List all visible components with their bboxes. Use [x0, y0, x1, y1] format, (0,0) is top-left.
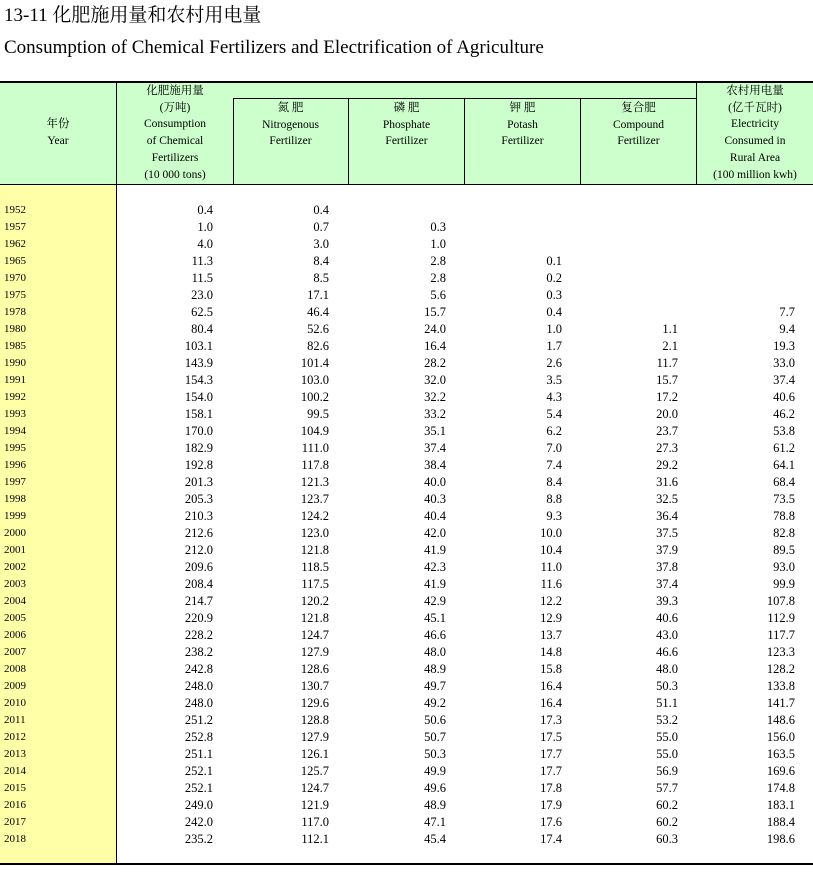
cell-phosphate: 48.9: [424, 662, 446, 676]
header-compound: 复合肥 Compound Fertilizer: [612, 102, 665, 148]
cell-year: 1998: [4, 493, 26, 505]
cell-phosphate: 5.6: [430, 288, 446, 302]
cell-year: 2005: [4, 612, 26, 624]
cell-phosphate: 40.4: [424, 509, 446, 523]
cell-year: 1952: [4, 204, 26, 216]
cell-nitrogenous: 52.6: [307, 322, 329, 336]
cell-potash: 16.4: [540, 679, 562, 693]
page-title-en: Consumption of Chemical Fertilizers and Electrification of Agriculture: [4, 37, 544, 58]
cell-total: 212.6: [184, 526, 213, 540]
cell-phosphate: 45.1: [424, 611, 446, 625]
header-total-fertilizer: 化肥施用量 (万吨) Consumption of Chemical Fertilizers (10 000 tons): [144, 85, 206, 181]
cell-electricity: 73.5: [773, 492, 795, 506]
cell-nitrogenous: 8.5: [313, 271, 329, 285]
cell-electricity: 53.8: [773, 424, 795, 438]
cell-total: 80.4: [191, 322, 213, 336]
cell-nitrogenous: 118.5: [301, 560, 329, 574]
table-row: [0, 763, 813, 780]
cell-total: 103.1: [184, 339, 213, 353]
cell-year: 2003: [4, 578, 26, 590]
cell-compound: 55.0: [656, 747, 678, 761]
cell-potash: 8.8: [546, 492, 562, 506]
cell-total: 242.8: [184, 662, 213, 676]
cell-year: 2016: [4, 799, 26, 811]
table-row: [0, 304, 813, 321]
cell-electricity: 141.7: [766, 696, 795, 710]
table-row: [0, 219, 813, 236]
cell-total: 252.1: [184, 781, 213, 795]
cell-potash: 17.3: [540, 713, 562, 727]
cell-total: 252.1: [184, 764, 213, 778]
cell-potash: 12.9: [540, 611, 562, 625]
cell-year: 2008: [4, 663, 26, 675]
cell-compound: 43.0: [656, 628, 678, 642]
cell-nitrogenous: 8.4: [313, 254, 329, 268]
cell-year: 2009: [4, 680, 26, 692]
cell-potash: 17.4: [540, 832, 562, 846]
cell-nitrogenous: 124.7: [300, 628, 329, 642]
cell-year: 1993: [4, 408, 26, 420]
cell-year: 2014: [4, 765, 26, 777]
cell-potash: 9.3: [546, 509, 562, 523]
cell-potash: 0.2: [546, 271, 562, 285]
cell-compound: 39.3: [656, 594, 678, 608]
cell-nitrogenous: 0.4: [313, 203, 329, 217]
cell-phosphate: 24.0: [424, 322, 446, 336]
cell-year: 1990: [4, 357, 26, 369]
table-row: [0, 610, 813, 627]
cell-nitrogenous: 46.4: [307, 305, 329, 319]
cell-phosphate: 41.9: [424, 543, 446, 557]
cell-compound: 37.9: [656, 543, 678, 557]
cell-electricity: 133.8: [766, 679, 795, 693]
table-row: [0, 593, 813, 610]
cell-compound: 46.6: [656, 645, 678, 659]
table-row: [0, 474, 813, 491]
cell-year: 2007: [4, 646, 26, 658]
table-row: [0, 814, 813, 831]
cell-electricity: 46.2: [773, 407, 795, 421]
cell-total: 238.2: [184, 645, 213, 659]
cell-phosphate: 32.2: [424, 390, 446, 404]
table-row: [0, 525, 813, 542]
cell-nitrogenous: 117.8: [301, 458, 329, 472]
cell-electricity: 188.4: [766, 815, 795, 829]
cell-total: 212.0: [184, 543, 213, 557]
cell-year: 2000: [4, 527, 26, 539]
table-bottom-rule: [0, 863, 813, 865]
cell-nitrogenous: 128.8: [300, 713, 329, 727]
cell-electricity: 156.0: [766, 730, 795, 744]
cell-electricity: 19.3: [773, 339, 795, 353]
cell-potash: 13.7: [540, 628, 562, 642]
cell-potash: 3.5: [546, 373, 562, 387]
table-row: [0, 712, 813, 729]
cell-compound: 31.6: [656, 475, 678, 489]
cell-electricity: 78.8: [773, 509, 795, 523]
cell-electricity: 163.5: [766, 747, 795, 761]
cell-nitrogenous: 3.0: [313, 237, 329, 251]
cell-compound: 17.2: [656, 390, 678, 404]
cell-electricity: 183.1: [766, 798, 795, 812]
cell-nitrogenous: 101.4: [300, 356, 329, 370]
cell-nitrogenous: 121.3: [300, 475, 329, 489]
cell-compound: 57.7: [656, 781, 678, 795]
cell-potash: 17.5: [540, 730, 562, 744]
cell-year: 1997: [4, 476, 26, 488]
table-row: [0, 253, 813, 270]
cell-nitrogenous: 100.2: [300, 390, 329, 404]
cell-electricity: 123.3: [766, 645, 795, 659]
cell-year: 1957: [4, 221, 26, 233]
cell-potash: 7.0: [546, 441, 562, 455]
table-row: [0, 389, 813, 406]
cell-nitrogenous: 123.0: [300, 526, 329, 540]
cell-phosphate: 37.4: [424, 441, 446, 455]
cell-phosphate: 42.3: [424, 560, 446, 574]
cell-electricity: 148.6: [766, 713, 795, 727]
cell-phosphate: 49.6: [424, 781, 446, 795]
cell-potash: 17.9: [540, 798, 562, 812]
table-row: [0, 695, 813, 712]
cell-year: 1992: [4, 391, 26, 403]
cell-total: 235.2: [184, 832, 213, 846]
cell-phosphate: 2.8: [430, 254, 446, 268]
cell-electricity: 40.6: [773, 390, 795, 404]
cell-year: 1994: [4, 425, 26, 437]
table-row: [0, 729, 813, 746]
cell-total: 11.5: [191, 271, 213, 285]
cell-phosphate: 50.7: [424, 730, 446, 744]
cell-year: 2010: [4, 697, 26, 709]
cell-compound: 56.9: [656, 764, 678, 778]
cell-total: 158.1: [184, 407, 213, 421]
cell-phosphate: 40.3: [424, 492, 446, 506]
cell-year: 1962: [4, 238, 26, 250]
table-row: [0, 338, 813, 355]
page-title-zh: 13-11 化肥施用量和农村用电量: [4, 5, 262, 26]
table-row: [0, 831, 813, 848]
cell-total: 154.3: [184, 373, 213, 387]
cell-year: 2013: [4, 748, 26, 760]
cell-potash: 0.4: [546, 305, 562, 319]
cell-compound: 1.1: [662, 322, 678, 336]
cell-phosphate: 47.1: [424, 815, 446, 829]
cell-total: 205.3: [184, 492, 213, 506]
cell-total: 23.0: [191, 288, 213, 302]
table-row: [0, 321, 813, 338]
cell-electricity: 174.8: [766, 781, 795, 795]
cell-year: 1970: [4, 272, 26, 284]
cell-nitrogenous: 129.6: [300, 696, 329, 710]
cell-phosphate: 49.9: [424, 764, 446, 778]
cell-year: 2015: [4, 782, 26, 794]
table-row: [0, 202, 813, 219]
cell-year: 2004: [4, 595, 26, 607]
cell-potash: 17.7: [540, 747, 562, 761]
cell-total: 248.0: [184, 679, 213, 693]
cell-total: 214.7: [184, 594, 213, 608]
cell-total: 228.2: [184, 628, 213, 642]
cell-phosphate: 42.9: [424, 594, 446, 608]
cell-phosphate: 42.0: [424, 526, 446, 540]
cell-phosphate: 40.0: [424, 475, 446, 489]
cell-phosphate: 2.8: [430, 271, 446, 285]
table-row: [0, 644, 813, 661]
cell-nitrogenous: 130.7: [300, 679, 329, 693]
cell-nitrogenous: 127.9: [300, 645, 329, 659]
cell-year: 2012: [4, 731, 26, 743]
cell-total: 62.5: [191, 305, 213, 319]
cell-total: 192.8: [184, 458, 213, 472]
cell-electricity: 112.9: [767, 611, 795, 625]
cell-nitrogenous: 121.8: [300, 611, 329, 625]
cell-phosphate: 33.2: [424, 407, 446, 421]
cell-compound: 37.8: [656, 560, 678, 574]
cell-year: 2002: [4, 561, 26, 573]
cell-phosphate: 49.2: [424, 696, 446, 710]
cell-electricity: 107.8: [766, 594, 795, 608]
cell-electricity: 33.0: [773, 356, 795, 370]
cell-total: 143.9: [184, 356, 213, 370]
cell-year: 1978: [4, 306, 26, 318]
cell-year: 1985: [4, 340, 26, 352]
cell-potash: 11.0: [540, 560, 562, 574]
cell-compound: 40.6: [656, 611, 678, 625]
cell-compound: 37.5: [656, 526, 678, 540]
cell-total: 248.0: [184, 696, 213, 710]
table-row: [0, 661, 813, 678]
header-potash: 钾 肥 Potash Fertilizer: [501, 102, 544, 148]
cell-compound: 36.4: [656, 509, 678, 523]
cell-year: 1975: [4, 289, 26, 301]
cell-electricity: 93.0: [773, 560, 795, 574]
cell-nitrogenous: 128.6: [300, 662, 329, 676]
cell-total: 11.3: [191, 254, 213, 268]
cell-phosphate: 0.3: [430, 220, 446, 234]
cell-compound: 51.1: [656, 696, 678, 710]
cell-electricity: 82.8: [773, 526, 795, 540]
cell-total: 251.1: [184, 747, 213, 761]
cell-potash: 0.3: [546, 288, 562, 302]
table-row: [0, 508, 813, 525]
cell-potash: 15.8: [540, 662, 562, 676]
cell-phosphate: 35.1: [424, 424, 446, 438]
cell-total: 0.4: [197, 203, 213, 217]
cell-potash: 16.4: [540, 696, 562, 710]
cell-phosphate: 45.4: [424, 832, 446, 846]
header-year: 年份 Year: [46, 118, 70, 147]
cell-electricity: 169.6: [766, 764, 795, 778]
cell-potash: 8.4: [546, 475, 562, 489]
cell-electricity: 68.4: [773, 475, 795, 489]
cell-total: 252.8: [184, 730, 213, 744]
cell-compound: 53.2: [656, 713, 678, 727]
cell-phosphate: 16.4: [424, 339, 446, 353]
table-row: [0, 372, 813, 389]
table-row: [0, 355, 813, 372]
table-row: [0, 236, 813, 253]
cell-year: 1995: [4, 442, 26, 454]
cell-electricity: 128.2: [766, 662, 795, 676]
cell-electricity: 37.4: [773, 373, 795, 387]
cell-nitrogenous: 126.1: [300, 747, 329, 761]
table-row: [0, 780, 813, 797]
cell-electricity: 7.7: [779, 305, 795, 319]
cell-phosphate: 49.7: [424, 679, 446, 693]
cell-compound: 50.3: [656, 679, 678, 693]
cell-compound: 48.0: [656, 662, 678, 676]
cell-potash: 10.0: [540, 526, 562, 540]
cell-nitrogenous: 104.9: [300, 424, 329, 438]
cell-phosphate: 38.4: [424, 458, 446, 472]
cell-total: 251.2: [184, 713, 213, 727]
cell-total: 210.3: [184, 509, 213, 523]
cell-nitrogenous: 111.0: [301, 441, 329, 455]
cell-nitrogenous: 125.7: [300, 764, 329, 778]
cell-potash: 2.6: [546, 356, 562, 370]
table-row: [0, 423, 813, 440]
cell-nitrogenous: 117.0: [301, 815, 329, 829]
cell-potash: 14.8: [540, 645, 562, 659]
cell-compound: 32.5: [656, 492, 678, 506]
cell-potash: 5.4: [546, 407, 562, 421]
cell-compound: 60.3: [656, 832, 678, 846]
cell-potash: 17.7: [540, 764, 562, 778]
cell-nitrogenous: 82.6: [307, 339, 329, 353]
cell-potash: 12.2: [540, 594, 562, 608]
cell-nitrogenous: 120.2: [300, 594, 329, 608]
cell-electricity: 64.1: [773, 458, 795, 472]
cell-phosphate: 48.9: [424, 798, 446, 812]
cell-nitrogenous: 124.2: [300, 509, 329, 523]
table-row: [0, 627, 813, 644]
cell-phosphate: 15.7: [424, 305, 446, 319]
cell-year: 1965: [4, 255, 26, 267]
cell-compound: 55.0: [656, 730, 678, 744]
cell-nitrogenous: 99.5: [307, 407, 329, 421]
table-row: [0, 440, 813, 457]
cell-nitrogenous: 17.1: [307, 288, 329, 302]
cell-total: 208.4: [184, 577, 213, 591]
cell-electricity: 9.4: [779, 322, 795, 336]
cell-potash: 1.7: [546, 339, 562, 353]
cell-nitrogenous: 103.0: [300, 373, 329, 387]
cell-total: 170.0: [184, 424, 213, 438]
cell-compound: 29.2: [656, 458, 678, 472]
cell-phosphate: 32.0: [424, 373, 446, 387]
cell-total: 242.0: [184, 815, 213, 829]
table-row: [0, 406, 813, 423]
cell-total: 1.0: [197, 220, 213, 234]
cell-phosphate: 50.6: [424, 713, 446, 727]
cell-total: 201.3: [184, 475, 213, 489]
table-row: [0, 797, 813, 814]
cell-electricity: 117.7: [767, 628, 795, 642]
cell-nitrogenous: 121.9: [300, 798, 329, 812]
cell-phosphate: 50.3: [424, 747, 446, 761]
cell-total: 220.9: [184, 611, 213, 625]
cell-potash: 6.2: [546, 424, 562, 438]
cell-electricity: 99.9: [773, 577, 795, 591]
cell-electricity: 61.2: [773, 441, 795, 455]
cell-total: 4.0: [197, 237, 213, 251]
table-row: [0, 270, 813, 287]
cell-year: 1999: [4, 510, 26, 522]
table-row: [0, 542, 813, 559]
cell-potash: 17.8: [540, 781, 562, 795]
table-row: [0, 491, 813, 508]
table-row: [0, 457, 813, 474]
header-electricity: 农村用电量 (亿千瓦时) Electricity Consumed in Rural Area (100 million kwh): [713, 85, 797, 181]
cell-potash: 0.1: [546, 254, 562, 268]
cell-nitrogenous: 123.7: [300, 492, 329, 506]
cell-compound: 60.2: [656, 815, 678, 829]
cell-potash: 11.6: [540, 577, 562, 591]
cell-phosphate: 46.6: [424, 628, 446, 642]
cell-phosphate: 48.0: [424, 645, 446, 659]
cell-nitrogenous: 127.9: [300, 730, 329, 744]
cell-total: 209.6: [184, 560, 213, 574]
header-bottom-rule: [0, 184, 813, 185]
cell-compound: 2.1: [662, 339, 678, 353]
cell-year: 2011: [4, 714, 26, 726]
cell-nitrogenous: 0.7: [313, 220, 329, 234]
cell-nitrogenous: 121.8: [300, 543, 329, 557]
cell-potash: 17.6: [540, 815, 562, 829]
cell-year: 1996: [4, 459, 26, 471]
cell-year: 1980: [4, 323, 26, 335]
cell-nitrogenous: 124.7: [300, 781, 329, 795]
cell-nitrogenous: 112.1: [301, 832, 329, 846]
table-row: [0, 559, 813, 576]
cell-phosphate: 28.2: [424, 356, 446, 370]
cell-electricity: 198.6: [766, 832, 795, 846]
cell-compound: 11.7: [656, 356, 678, 370]
table-row: [0, 746, 813, 763]
cell-compound: 15.7: [656, 373, 678, 387]
table-row: [0, 678, 813, 695]
table-body: [0, 202, 813, 848]
cell-year: 1991: [4, 374, 26, 386]
cell-year: 2006: [4, 629, 26, 641]
cell-phosphate: 41.9: [424, 577, 446, 591]
cell-total: 182.9: [184, 441, 213, 455]
cell-compound: 60.2: [656, 798, 678, 812]
cell-year: 2018: [4, 833, 26, 845]
header-nitrogenous: 氮 肥 Nitrogenous Fertilizer: [262, 102, 319, 148]
cell-potash: 1.0: [546, 322, 562, 336]
cell-compound: 23.7: [656, 424, 678, 438]
cell-total: 154.0: [184, 390, 213, 404]
cell-total: 249.0: [184, 798, 213, 812]
cell-compound: 20.0: [656, 407, 678, 421]
cell-phosphate: 1.0: [430, 237, 446, 251]
cell-potash: 10.4: [540, 543, 562, 557]
cell-nitrogenous: 117.5: [301, 577, 329, 591]
cell-potash: 7.4: [546, 458, 562, 472]
table-row: [0, 576, 813, 593]
cell-electricity: 89.5: [773, 543, 795, 557]
cell-compound: 37.4: [656, 577, 678, 591]
cell-year: 2001: [4, 544, 26, 556]
cell-potash: 4.3: [546, 390, 562, 404]
cell-compound: 27.3: [656, 441, 678, 455]
table-row: [0, 287, 813, 304]
cell-year: 2017: [4, 816, 26, 828]
header-phosphate: 磷 肥 Phosphate Fertilizer: [382, 102, 431, 148]
